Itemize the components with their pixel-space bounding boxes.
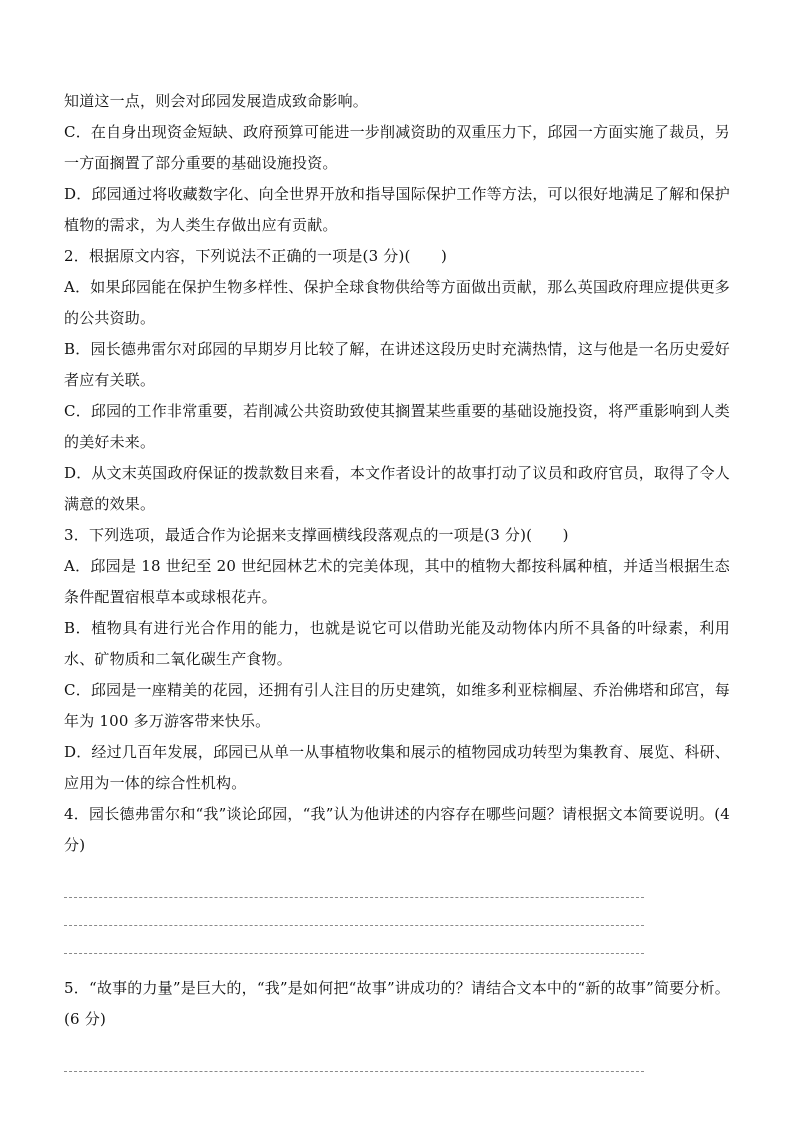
q2-option-d: D．从文末英国政府保证的拨款数目来看，本文作者设计的故事打动了议员和政府官员，取得了令人满意的效果。 (64, 464, 730, 513)
answer-line[interactable] (64, 953, 644, 954)
q3-option-d: D．经过几百年发展，邱园已从单一从事植物收集和展示的植物园成功转型为集教育、展览、科研、应用为一体的综合性机构。 (64, 743, 730, 792)
question-5: 5．“故事的力量”是巨大的，“我”是如何把“故事”讲成功的？请结合文本中的“新的故事”简要分析。(6 分) (64, 979, 730, 1028)
question-2: 2．根据原文内容，下列说法不正确的一项是(3 分)( ) (64, 247, 448, 265)
answer-line[interactable] (64, 1071, 644, 1072)
question-3: 3．下列选项，最适合作为论据来支撑画横线段落观点的一项是(3 分)( ) (64, 526, 569, 544)
q3-option-b: B．植物具有进行光合作用的能力，也就是说它可以借助光能及动物体内所不具备的叶绿素，利用水、矿物质和二氧化碳生产食物。 (64, 619, 730, 668)
question-5-answer-area[interactable] (64, 1057, 730, 1085)
answer-line[interactable] (64, 897, 644, 898)
question-4-answer-area[interactable] (64, 883, 730, 967)
q2-option-b: B．园长德弗雷尔对邱园的早期岁月比较了解，在讲述这段历史时充满热情，这与他是一名历史爱好者应有关联。 (64, 340, 730, 389)
q1-option-c: C．在自身出现资金短缺、政府预算可能进一步削减资助的双重压力下，邱园一方面实施了裁员，另一方面搁置了部分重要的基础设施投资。 (64, 123, 730, 172)
option-c-continued: 知道这一点，则会对邱园发展造成致命影响。 (64, 92, 369, 110)
q2-option-a: A．如果邱园能在保护生物多样性、保护全球食物供给等方面做出贡献，那么英国政府理应提供更多的公共资助。 (64, 278, 730, 327)
question-4: 4．园长德弗雷尔和“我”谈论邱园，“我”认为他讲述的内容存在哪些问题？请根据文本简要说明。(4 分) (64, 805, 730, 854)
q3-option-a: A．邱园是 18 世纪至 20 世纪园林艺术的完美体现，其中的植物大都按科属种植，并适当根据生态条件配置宿根草本或球根花卉。 (64, 557, 730, 606)
document-page (64, 86, 730, 1085)
q3-option-c: C．邱园是一座精美的花园，还拥有引人注目的历史建筑，如维多利亚棕榈屋、乔治佛塔和邱宫，每年为 100 多万游客带来快乐。 (64, 681, 730, 730)
q1-option-d: D．邱园通过将收藏数字化、向全世界开放和指导国际保护工作等方法，可以很好地满足了解和保护植物的需求，为人类生存做出应有贡献。 (64, 185, 730, 234)
q2-option-c: C．邱园的工作非常重要，若削减公共资助致使其搁置某些重要的基础设施投资，将严重影响到人类的美好未来。 (64, 402, 730, 451)
answer-line[interactable] (64, 925, 644, 926)
